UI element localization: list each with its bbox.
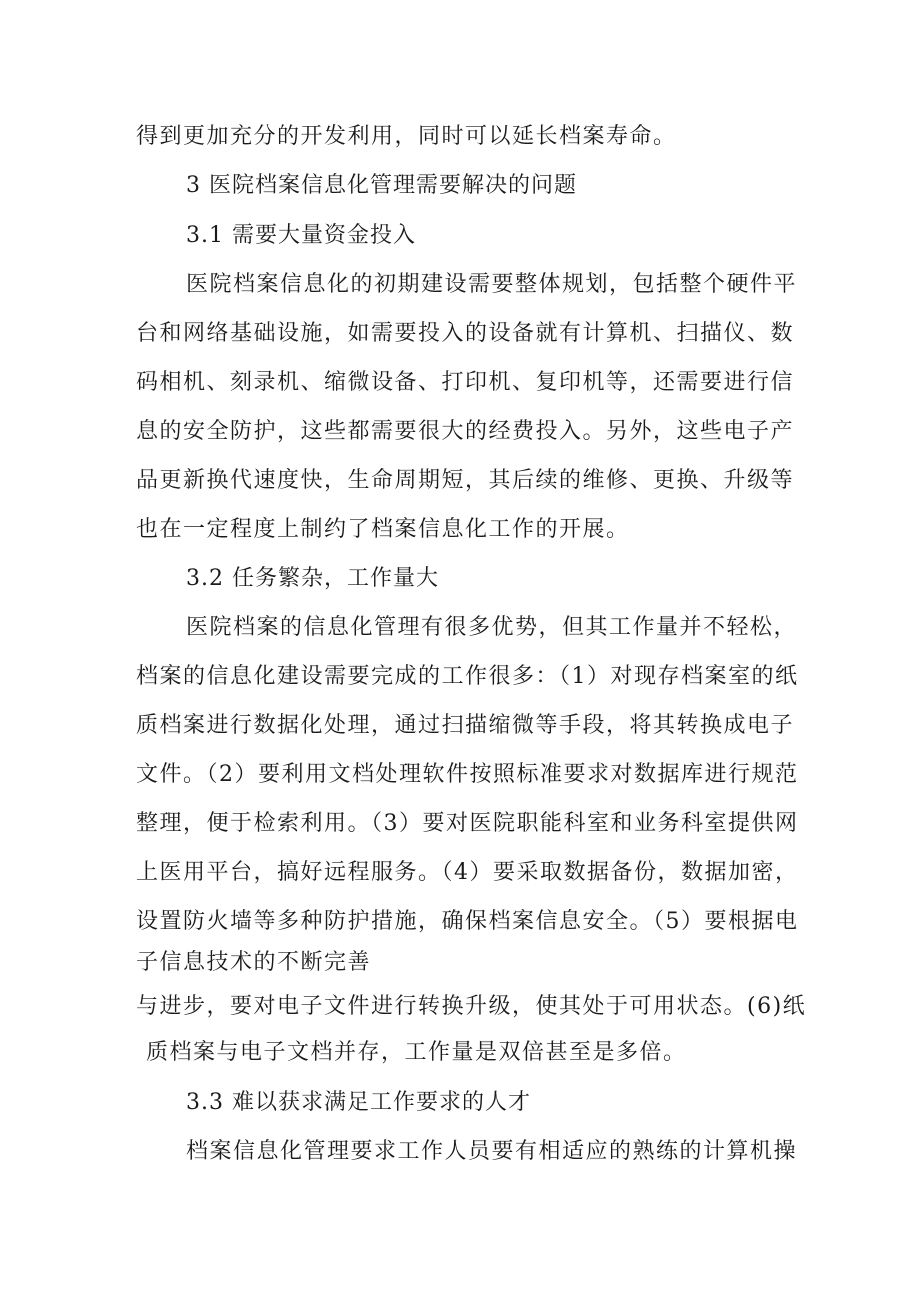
paragraph-line: 档案的信息化建设需要完成的工作很多：（1）对现存档案室的纸 bbox=[136, 664, 799, 689]
paragraph-line: 文件。（2）要利用文档处理软件按照标准要求对数据库进行规范 bbox=[136, 762, 799, 787]
paragraph-line: 质档案与电子文档并存，工作量是双倍甚至是多倍。 bbox=[146, 1040, 687, 1065]
section-heading: 3 医院档案信息化管理需要解决的问题 bbox=[186, 173, 577, 198]
subsection-heading: 3.1 需要大量资金投入 bbox=[186, 223, 416, 248]
paragraph-line: 设置防火墙等多种防护措施，确保档案信息安全。（5）要根据电 bbox=[136, 909, 799, 934]
paragraph-line: 整理，便于检索利用。（3）要对医院职能科室和业务科室提供网 bbox=[136, 811, 799, 836]
paragraph-line: 质档案进行数据化处理，通过扫描缩微等手段，将其转换成电子 bbox=[136, 713, 795, 738]
paragraph-line: 品更新换代速度快，生命周期短，其后续的维修、更换、升级等 bbox=[136, 468, 795, 493]
paragraph-line: 子信息技术的不断完善 bbox=[136, 950, 372, 975]
paragraph-line: 也在一定程度上制约了档案信息化工作的开展。 bbox=[136, 517, 630, 542]
paragraph-line: 得到更加充分的开发利用，同时可以延长档案寿命。 bbox=[136, 124, 677, 149]
paragraph-line: 档案信息化管理要求工作人员要有相适应的熟练的计算机操 bbox=[186, 1139, 798, 1164]
paragraph-line: 与进步，要对电子文件进行转换升级，使其处于可用状态。(6)纸 bbox=[136, 994, 807, 1019]
paragraph-line: 上医用平台，搞好远程服务。（4）要采取数据备份，数据加密， bbox=[136, 860, 799, 885]
paragraph-line: 息的安全防护，这些都需要很大的经费投入。另外，这些电子产 bbox=[136, 419, 795, 444]
paragraph-line: 台和网络基础设施，如需要投入的设备就有计算机、扫描仪、数 bbox=[136, 321, 795, 346]
paragraph-line: 医院档案的信息化管理有很多优势，但其工作量并不轻松， bbox=[186, 615, 798, 640]
subsection-heading: 3.3 难以获求满足工作要求的人才 bbox=[186, 1090, 531, 1115]
paragraph-line: 医院档案信息化的初期建设需要整体规划，包括整个硬件平 bbox=[186, 272, 798, 297]
subsection-heading: 3.2 任务繁杂，工作量大 bbox=[186, 566, 439, 591]
paragraph-line: 码相机、刻录机、缩微设备、打印机、复印机等，还需要进行信 bbox=[136, 370, 795, 395]
